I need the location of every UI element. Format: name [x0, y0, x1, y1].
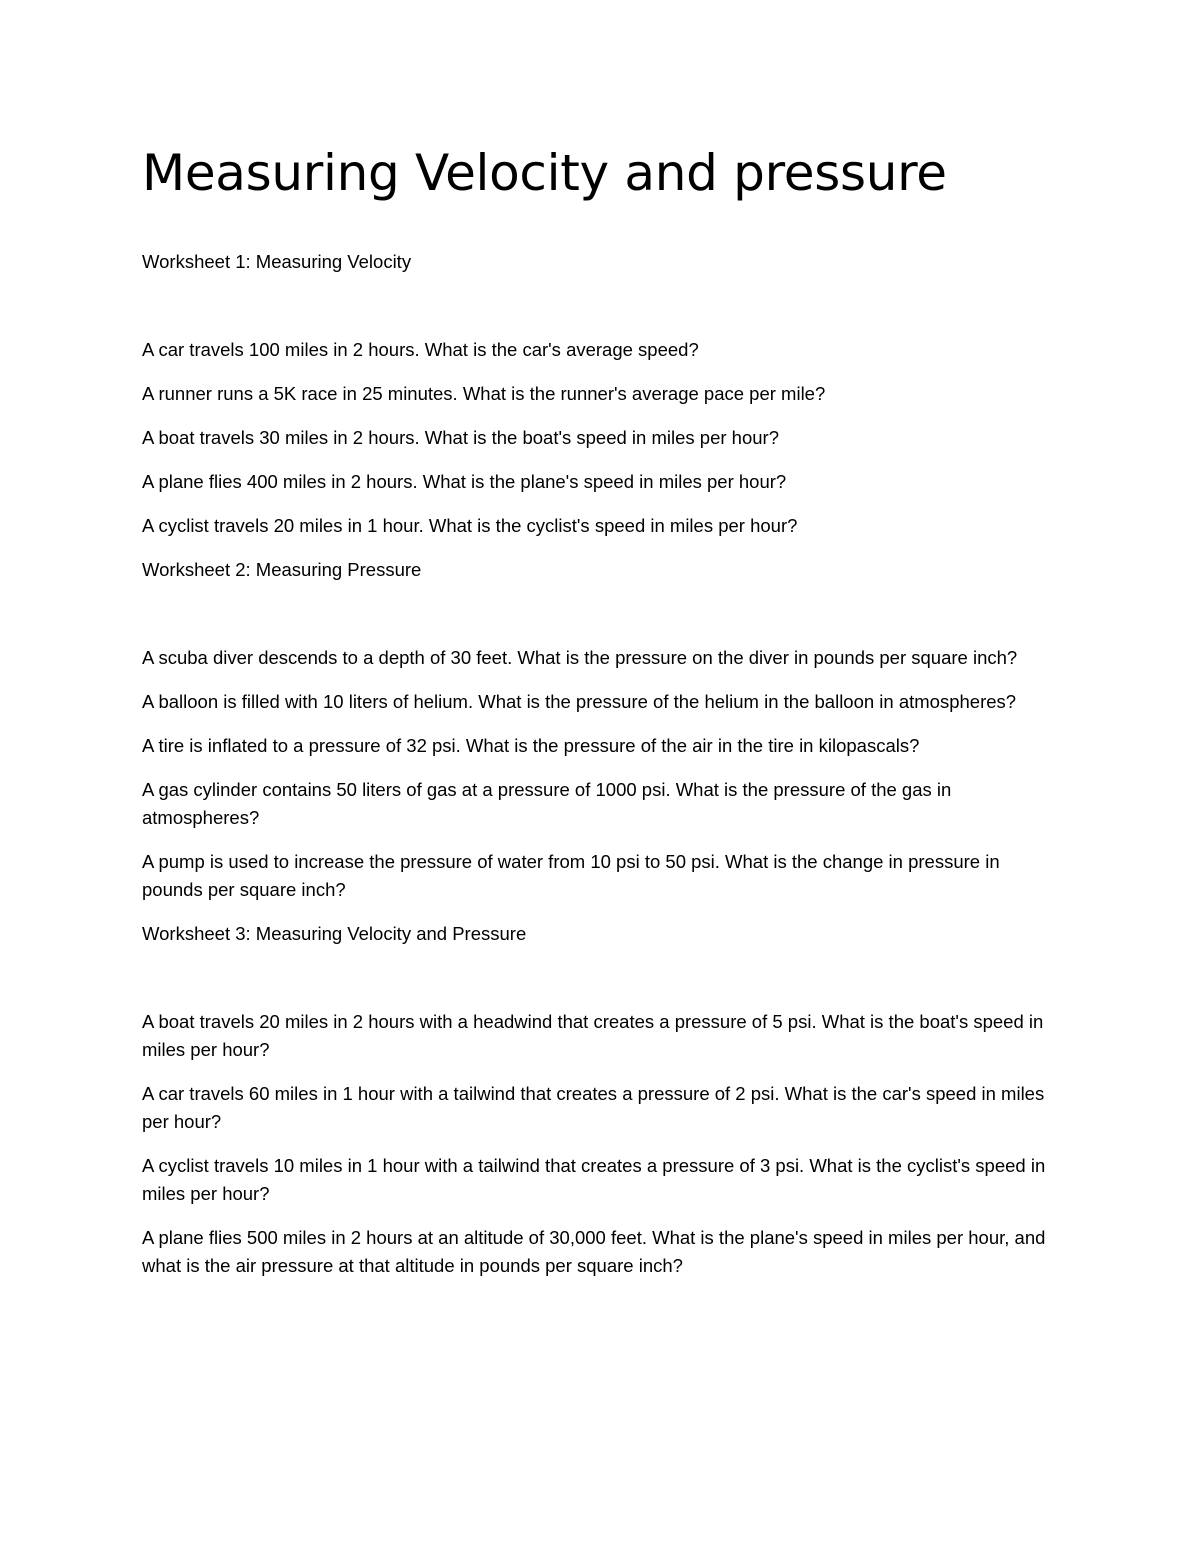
question: A plane flies 500 miles in 2 hours at an altitude of 30,000 feet. What is the plane's speed in miles per hour, and what is the air pressure at that altitude in pounds per square inch? — [142, 1227, 1046, 1276]
question: A cyclist travels 20 miles in 1 hour. What is the cyclist's speed in miles per hour? — [142, 515, 798, 536]
question: A scuba diver descends to a depth of 30 feet. What is the pressure on the diver in pounds per square inch? — [142, 647, 1018, 668]
question: A pump is used to increase the pressure of water from 10 psi to 50 psi. What is the change in pressure in pounds per square inch? — [142, 851, 1000, 900]
question: A balloon is filled with 10 liters of helium. What is the pressure of the helium in the balloon in atmospheres? — [142, 691, 1017, 712]
worksheet-1-heading: Worksheet 1: Measuring Velocity — [142, 251, 412, 272]
worksheet-2-section — [142, 556, 1062, 904]
question: A cyclist travels 10 miles in 1 hour with a tailwind that creates a pressure of 3 psi. What is the cyclist's speed in miles per hour? — [142, 1155, 1046, 1204]
question: A gas cylinder contains 50 liters of gas at a pressure of 1000 psi. What is the pressure of the gas in atmospheres? — [142, 779, 952, 828]
question: A runner runs a 5K race in 25 minutes. What is the runner's average pace per mile? — [142, 383, 826, 404]
worksheet-2-heading: Worksheet 2: Measuring Pressure — [142, 559, 422, 580]
document-title: Measuring Velocity and pressure — [142, 144, 947, 202]
question: A car travels 100 miles in 2 hours. What is the car's average speed? — [142, 339, 699, 360]
worksheet-3-heading: Worksheet 3: Measuring Velocity and Pressure — [142, 923, 527, 944]
question: A boat travels 20 miles in 2 hours with a headwind that creates a pressure of 5 psi. What is the boat's speed in miles per hour? — [142, 1011, 1044, 1060]
worksheet-3-section — [142, 920, 1062, 1280]
question: A boat travels 30 miles in 2 hours. What is the boat's speed in miles per hour? — [142, 427, 779, 448]
question: A car travels 60 miles in 1 hour with a tailwind that creates a pressure of 2 psi. What is the car's speed in miles per hour? — [142, 1083, 1045, 1132]
document-page — [142, 138, 1062, 1296]
question: A plane flies 400 miles in 2 hours. What is the plane's speed in miles per hour? — [142, 471, 787, 492]
worksheet-1-section — [142, 248, 1062, 540]
question: A tire is inflated to a pressure of 32 psi. What is the pressure of the air in the tire in kilopascals? — [142, 735, 920, 756]
